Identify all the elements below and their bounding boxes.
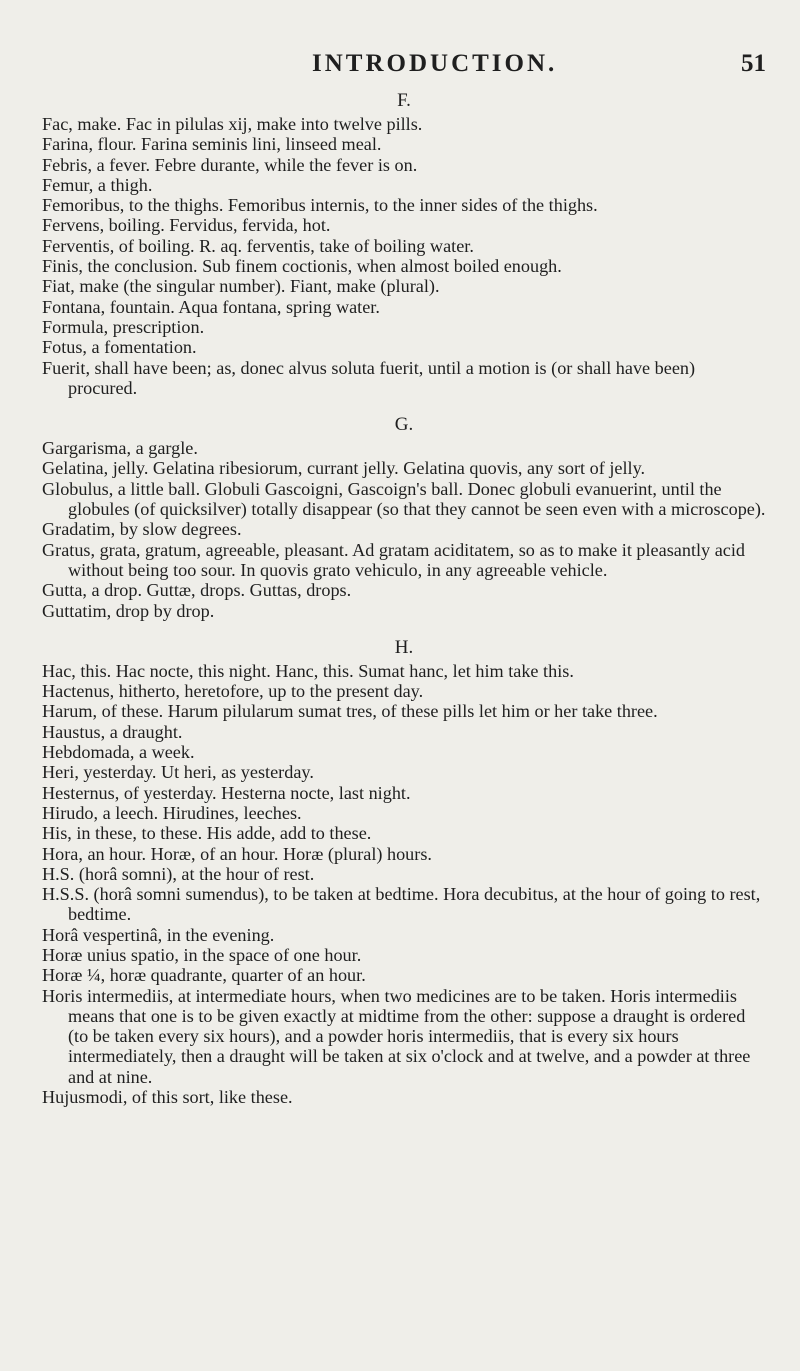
glossary-entry: Globulus, a little ball. Globuli Gascoigni, Gascoign's ball. Donec globuli evanuerint, until the globules (of quicksilver) totally disappear (so that they cannot be seen even with a microscope). <box>42 478 766 520</box>
glossary-entry: Hebdomada, a week. <box>42 742 195 763</box>
glossary-entry: Heri, yesterday. Ut heri, as yesterday. <box>42 762 314 783</box>
glossary-entry: Femoribus, to the thighs. Femoribus internis, to the inner sides of the thighs. <box>42 195 598 216</box>
glossary-entry: Fotus, a fomentation. <box>42 337 197 358</box>
glossary-entry: Hesternus, of yesterday. Hesterna nocte, last night. <box>42 782 411 803</box>
running-header <box>42 50 766 86</box>
glossary-entry: Guttatim, drop by drop. <box>42 600 215 621</box>
section-letter-heading: F. <box>397 90 411 111</box>
glossary-entry: Febris, a fever. Febre durante, while the fever is on. <box>42 154 418 175</box>
glossary-entry: Horis intermediis, at intermediate hours, when two medicines are to be taken. Horis intermediis means that one is to be given exactly at midtime from the other: suppose a draught is ordered (to be taken every six hours), and a powder horis intermediis, that is every six hours intermediately, then a draught will be taken at six o'clock and at twelve, and a powder at three and at nine. <box>42 985 751 1087</box>
glossary-entry: Hactenus, hitherto, heretofore, up to the present day. <box>42 681 424 702</box>
glossary-entry: Horæ unius spatio, in the space of one hour. <box>42 944 362 965</box>
glossary-entry: Horæ ¼, horæ quadrante, quarter of an hour. <box>42 965 366 986</box>
glossary-content <box>42 90 766 1107</box>
glossary-entry: Fuerit, shall have been; as, donec alvus soluta fuerit, until a motion is (or shall have been) procured. <box>42 357 696 398</box>
page-header-title: INTRODUCTION. <box>312 50 558 77</box>
glossary-entry: His, in these, to these. His adde, add to these. <box>42 823 372 844</box>
glossary-entry: Harum, of these. Harum pilularum sumat tres, of these pills let him or her take three. <box>42 701 658 722</box>
glossary-entry: Gutta, a drop. Guttæ, drops. Guttas, drops. <box>42 580 352 601</box>
glossary-entry: Fontana, fountain. Aqua fontana, spring water. <box>42 296 380 317</box>
glossary-entry: Ferventis, of boiling. R. aq. ferventis, take of boiling water. <box>42 235 474 256</box>
glossary-entry: Hac, this. Hac nocte, this night. Hanc, this. Sumat hanc, let him take this. <box>42 660 574 681</box>
page-number: 51 <box>741 50 766 77</box>
glossary-entry: Hora, an hour. Horæ, of an hour. Horæ (plural) hours. <box>42 843 432 864</box>
glossary-entry: Horâ vespertinâ, in the evening. <box>42 924 275 945</box>
glossary-entry: H.S. (horâ somni), at the hour of rest. <box>42 863 315 884</box>
glossary-entry: Gelatina, jelly. Gelatina ribesiorum, currant jelly. Gelatina quovis, any sort of jelly. <box>42 458 646 479</box>
glossary-entry: H.S.S. (horâ somni sumendus), to be taken at bedtime. Hora decubitus, at the hour of going to rest, bedtime. <box>42 884 761 925</box>
glossary-entry: Haustus, a draught. <box>42 721 183 742</box>
glossary-entry: Gradatim, by slow degrees. <box>42 519 242 540</box>
glossary-entry: Finis, the conclusion. Sub finem coctionis, when almost boiled enough. <box>42 256 562 277</box>
glossary-entry: Hujusmodi, of this sort, like these. <box>42 1087 293 1108</box>
glossary-entry: Formula, prescription. <box>42 316 205 337</box>
glossary-entry: Femur, a thigh. <box>42 174 153 195</box>
glossary-entry: Gargarisma, a gargle. <box>42 438 198 459</box>
section-letter-heading: H. <box>394 636 414 658</box>
glossary-entry: Fac, make. Fac in pilulas xij, make into twelve pills. <box>42 114 423 134</box>
glossary-entry: Farina, flour. Farina seminis lini, linseed meal. <box>42 134 382 155</box>
glossary-entry: Fervens, boiling. Fervidus, fervida, hot. <box>42 215 331 236</box>
glossary-entry: Gratus, grata, gratum, agreeable, pleasant. Ad gratam aciditatem, so as to make it pleasantly acid without being too sour. In quovis grato vehiculo, in any agreeable vehicle. <box>42 539 745 580</box>
glossary-entry: Fiat, make (the singular number). Fiant, make (plural). <box>42 276 440 297</box>
section-letter-heading: G. <box>394 414 414 436</box>
glossary-entry: Hirudo, a leech. Hirudines, leeches. <box>42 802 302 823</box>
